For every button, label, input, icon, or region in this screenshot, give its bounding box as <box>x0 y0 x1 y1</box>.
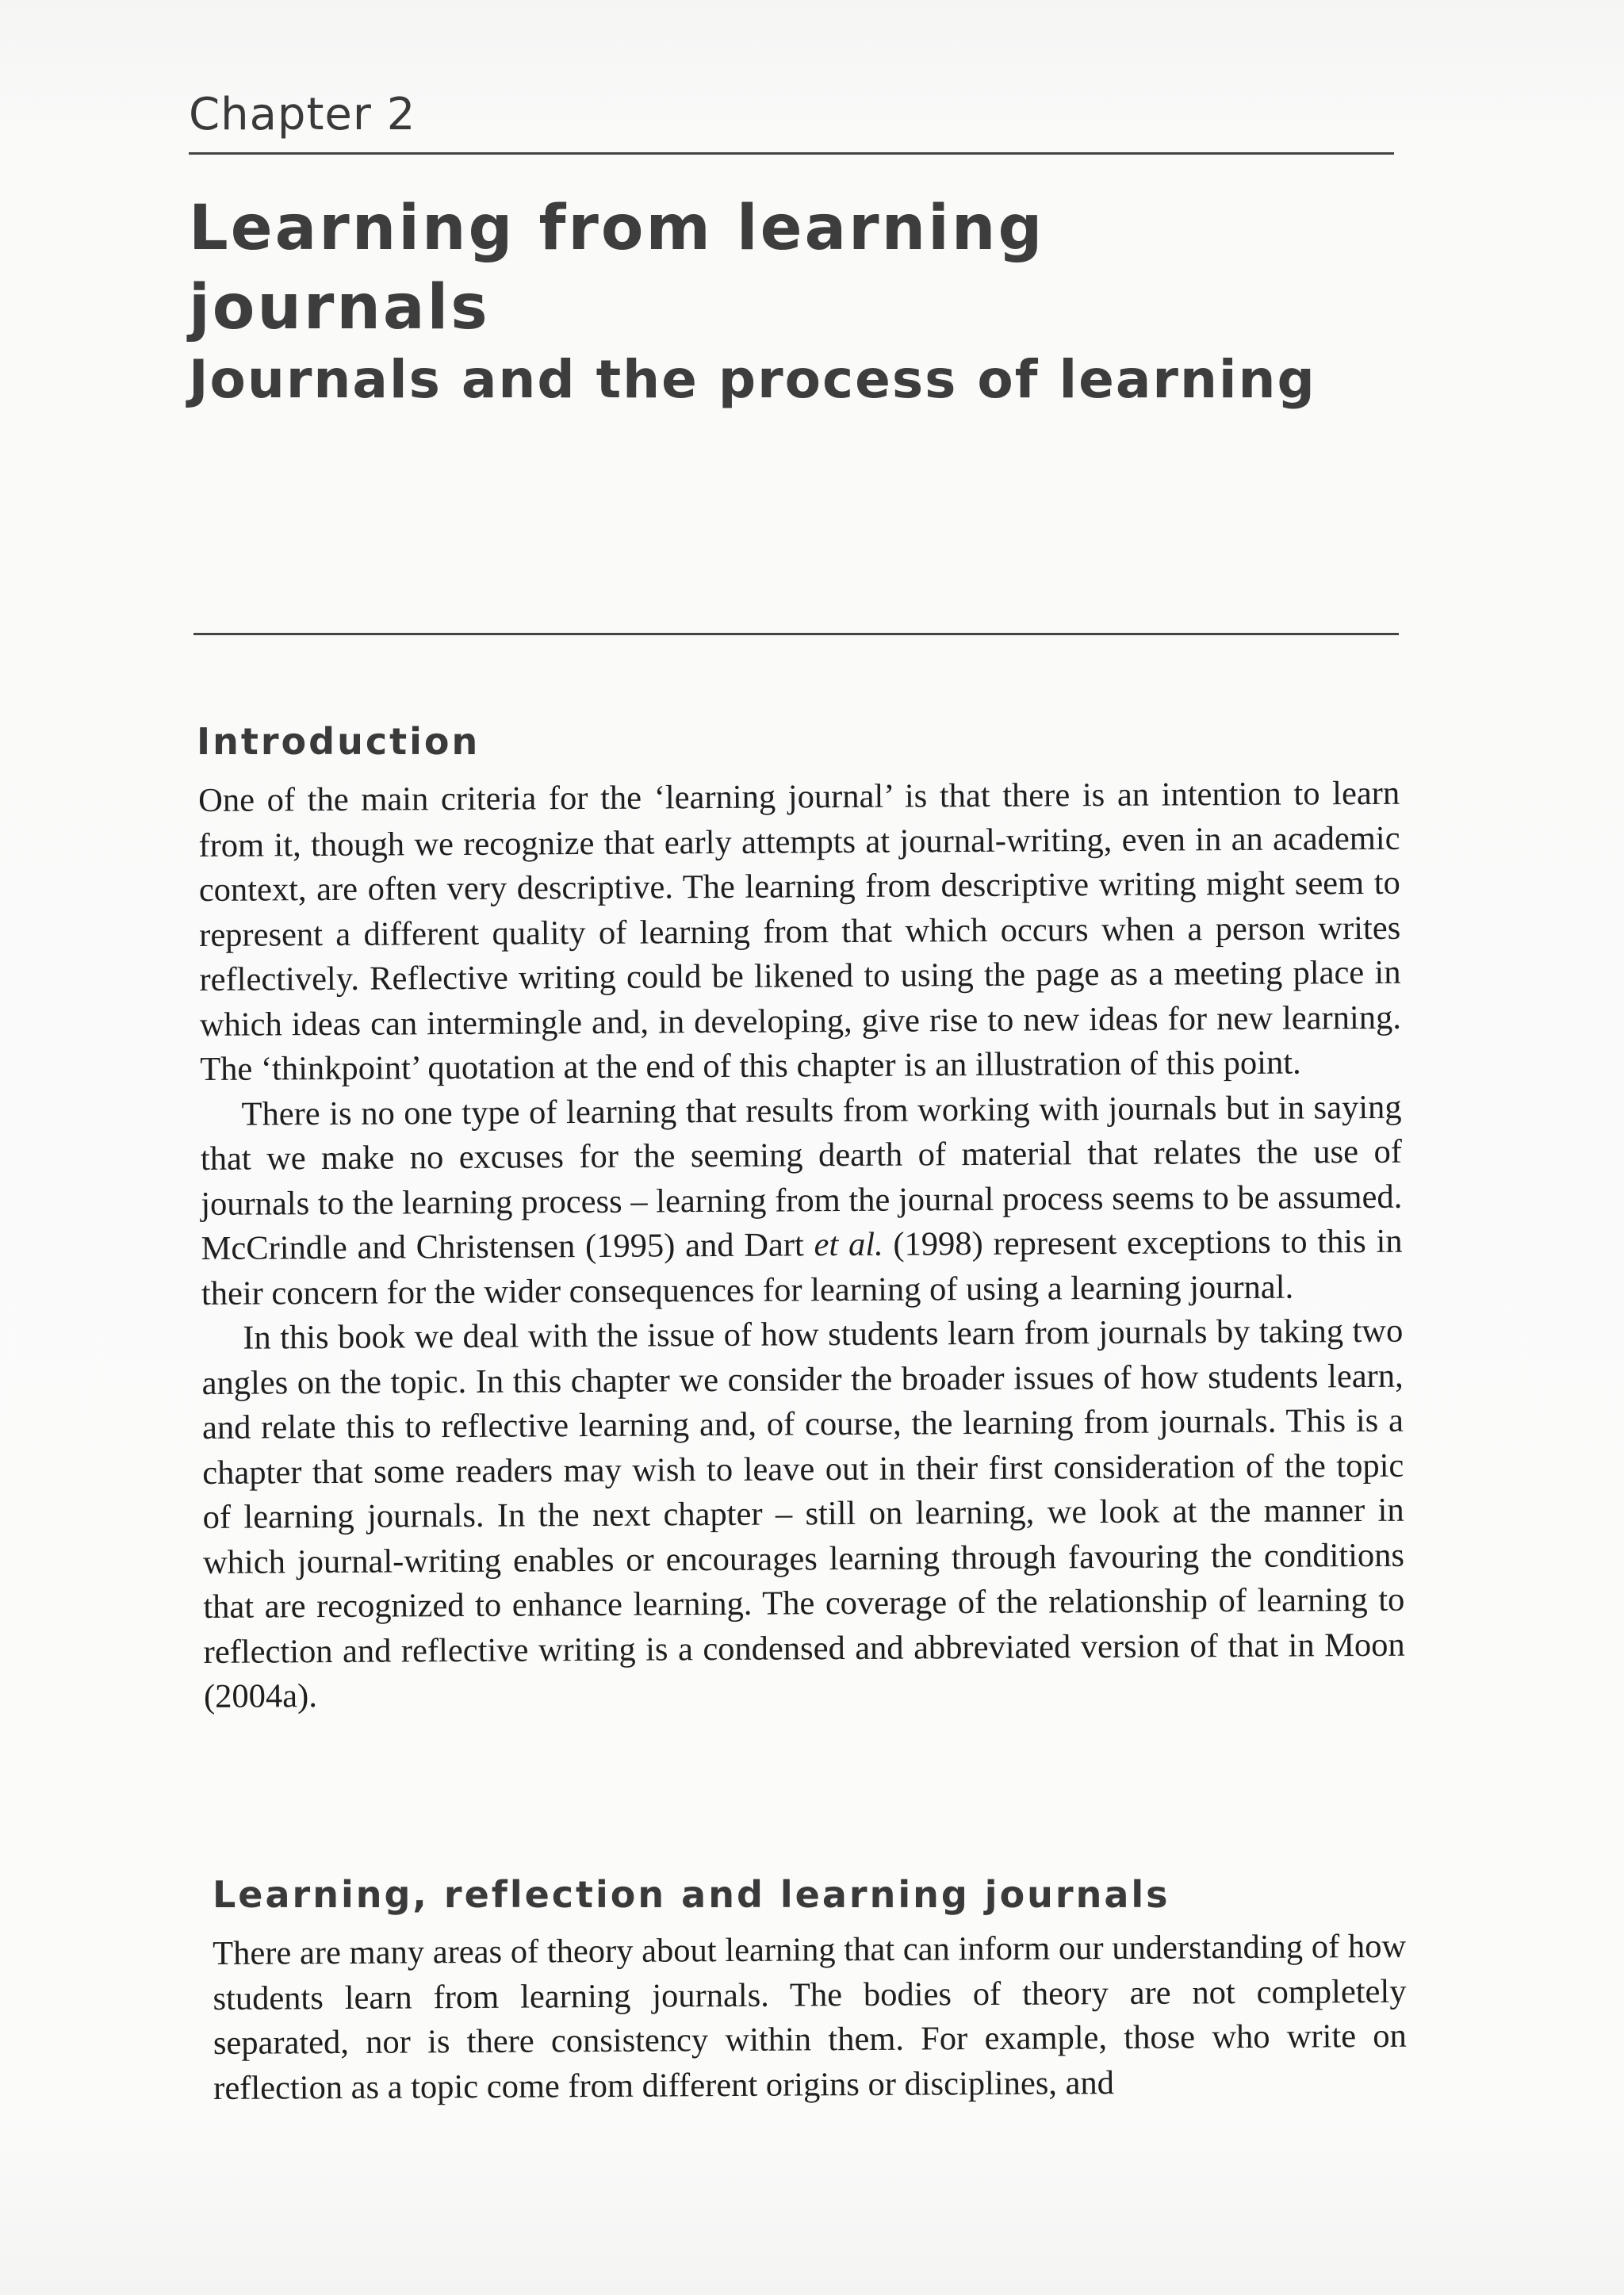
top-rule-divider <box>189 152 1394 155</box>
chapter-subtitle: Journals and the process of learning <box>189 349 1316 410</box>
chapter-label: Chapter 2 <box>189 89 416 140</box>
introduction-heading: Introduction <box>197 720 481 763</box>
intro-paragraph-1: One of the main criteria for the ‘learning journal’ is that there is an intention to learn from it, though we recognize that early attempts at journal-writing, even in an academic context, are often very descriptive. The learning from descriptive writing might seem to represent a different quality of learning from that which occurs when a person writes reflectively. Reflective writing could be likened to using the page as a meeting place in which ideas can intermingle and, in developing, give rise to new ideas for new learning. The ‘thinkpoint’ quotation at the end of this chapter is an illustration of this point. <box>198 774 1402 1088</box>
chapter-title: Learning from learning journals <box>189 193 1045 343</box>
introduction-body <box>198 772 1405 1720</box>
intro-paragraph-2-text-b: (1998) represent exceptions to this in their concern for the wider consequences for learning of using a learning journal. <box>201 1222 1403 1312</box>
learning-paragraph-1: There are many areas of theory about learning that can inform our understanding of how students learn from learning journals. The bodies of theory are not completely separated, nor is there consistency within them. For example, those who write on reflection as a topic come from different origins or disciplines, and <box>213 1927 1407 2107</box>
intro-paragraph-3: In this book we deal with the issue of how students learn from journals by taking two angles on the topic. In this chapter we consider the broader issues of how students learn, and relate this to reflective learning and, of course, the learning from journals. This is a chapter that some readers may wish to leave out in their first consideration of the topic of learning journals. In the next chapter – still on learning, we look at the manner in which journal-writing enables or encourages learning through favouring the conditions that are recognized to enhance learning. The coverage of the relationship of learning to reflection and reflective writing is a condensed and abbreviated version of that in Moon (2004a). <box>201 1312 1405 1715</box>
learning-section-body <box>213 1925 1407 2111</box>
intro-paragraph-2-text-a: There is no one type of learning that results from working with journals but in saying that we make no excuses for the seeming dearth of material that relates the use of journals to the learning process – learning from the journal process seems to be assumed. McCrindle and Christensen (1995) and Dart <box>200 1088 1403 1267</box>
bottom-rule-divider <box>193 633 1399 635</box>
intro-paragraph-2 <box>200 1085 1403 1316</box>
et-al-italic: et al. <box>814 1225 883 1264</box>
learning-section-heading: Learning, reflection and learning journals <box>213 1873 1170 1916</box>
